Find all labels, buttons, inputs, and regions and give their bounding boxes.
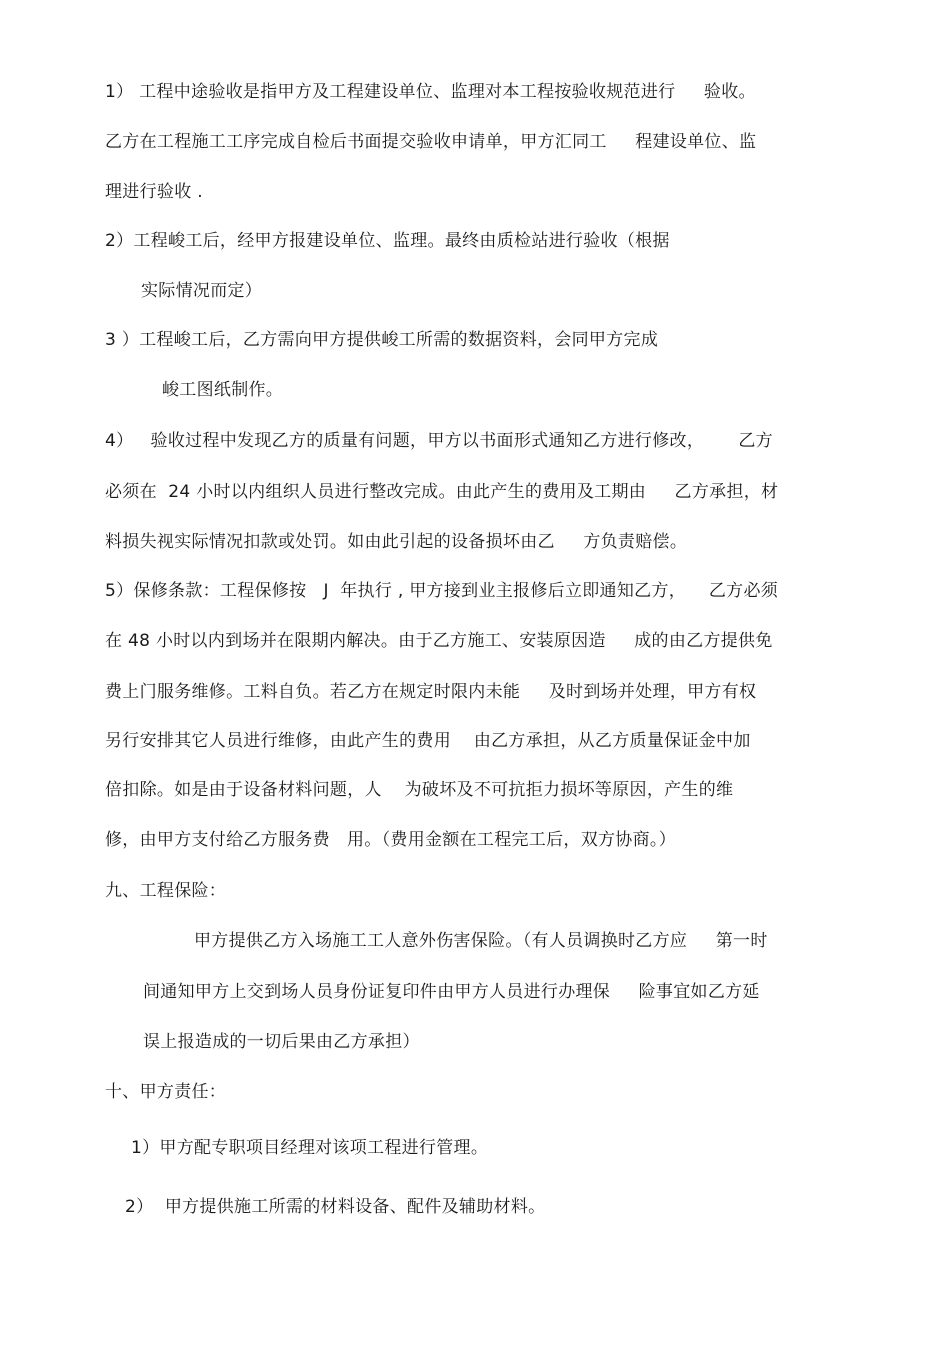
text-line: 2）工程峻工后，经甲方报建设单位、监理。最终由质检站进行验收（根据 bbox=[105, 231, 670, 251]
text-line: 倍扣除。如是由于设备材料问题，人 为破坏及不可抗拒力损坏等原因，产生的维 bbox=[105, 780, 734, 800]
text-line: 甲方提供乙方入场施工工人意外伤害保险。（有人员调换时乙方应 第一时 bbox=[194, 931, 768, 951]
text-line: 另行安排其它人员进行维修，由此产生的费用 由乙方承担，从乙方质量保证金中加 bbox=[105, 731, 751, 751]
text-line: 料损失视实际情况扣款或处罚。如由此引起的设备损坏由乙 方负责赔偿。 bbox=[105, 532, 688, 552]
text-line: 修，由甲方支付给乙方服务费 用。（费用金额在工程完工后，双方协商。） bbox=[105, 830, 677, 850]
text-line: 在 48 小时以内到场并在限期内解决。由于乙方施工、安装原因造 成的由乙方提供免 bbox=[105, 631, 773, 651]
text-line: 误上报造成的一切后果由乙方承担） bbox=[143, 1032, 420, 1052]
section-heading: 九、工程保险： bbox=[105, 881, 227, 901]
text-line: 峻工图纸制作。 bbox=[162, 380, 284, 400]
text-line: 费上门服务维修。工料自负。若乙方在规定时限内未能 及时到场并处理，甲方有权 bbox=[105, 682, 757, 702]
list-item: 1）甲方配专职项目经理对该项工程进行管理。 bbox=[131, 1138, 489, 1158]
list-item: 2） 甲方提供施工所需的材料设备、配件及辅助材料。 bbox=[125, 1197, 546, 1217]
text-line: 4） 验收过程中发现乙方的质量有问题，甲方以书面形式通知乙方进行修改， 乙方 bbox=[105, 431, 773, 451]
text-line: 乙方在工程施工工序完成自检后书面提交验收申请单，甲方汇同工 程建设单位、监 bbox=[105, 132, 757, 152]
text-line: 间通知甲方上交到场人员身份证复印件由甲方人员进行办理保 险事宜如乙方延 bbox=[143, 982, 760, 1002]
text-line: 3 ）工程峻工后，乙方需向甲方提供峻工所需的数据资料，会同甲方完成 bbox=[105, 330, 659, 350]
text-line: 理进行验收 . bbox=[105, 182, 203, 202]
text-line: 实际情况而定） bbox=[141, 281, 263, 301]
text-line: 5）保修条款：工程保修按 J 年执行 , 甲方接到业主报修后立即通知乙方， 乙方必须 bbox=[105, 581, 779, 601]
text-line: 必须在 24 小时以内组织人员进行整改完成。由此产生的费用及工期由 乙方承担，材 bbox=[105, 482, 779, 502]
section-heading: 十、甲方责任： bbox=[105, 1082, 227, 1102]
text-line: 1） 工程中途验收是指甲方及工程建设单位、监理对本工程按验收规范进行 验收。 bbox=[105, 82, 756, 102]
